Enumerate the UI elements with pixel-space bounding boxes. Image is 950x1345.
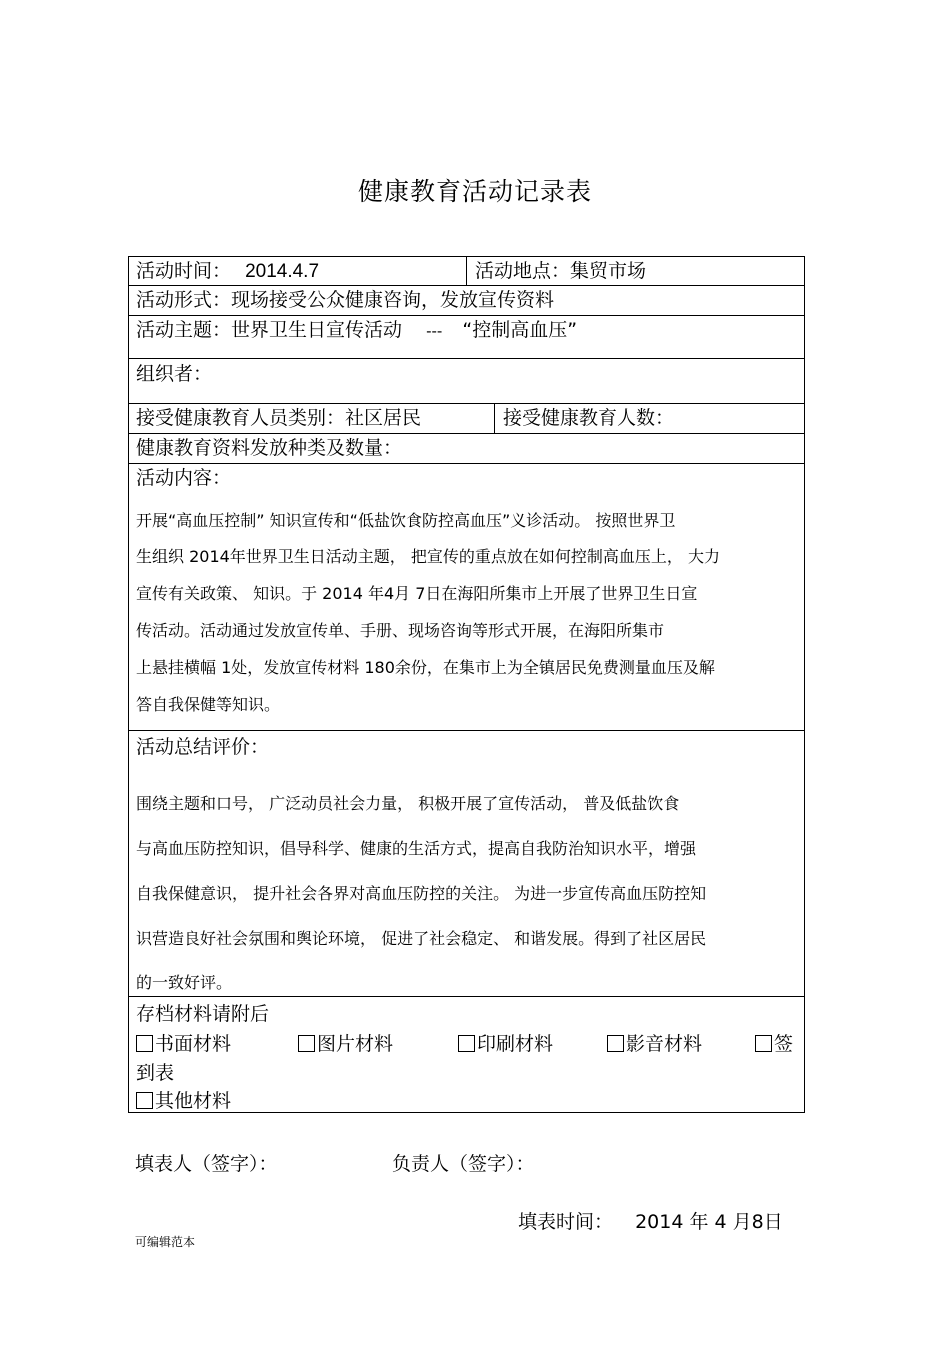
- page-title: 健康教育活动记录表: [357, 177, 592, 206]
- audience-type: 接受健康教育人员类别：社区居民: [136, 407, 422, 429]
- row-divider: [129, 358, 804, 359]
- checkbox-label: 其他材料: [155, 1090, 232, 1112]
- content-line: 生组织 2014年世界卫生日活动主题， 把宣传的重点放在如何控制高血压上， 大力: [136, 547, 720, 566]
- activity-time-label: 活动时间：: [136, 260, 232, 282]
- content-line: 宣传有关政策、 知识。于 2014 年4月 7日在海阳所集市上开展了世界卫生日宣: [136, 584, 698, 603]
- responsible-signature: 负责人（签字）：: [392, 1153, 535, 1175]
- content-line: 开展“高血压控制” 知识宣传和“低盐饮食防控高血压”义诊活动。 按照世界卫: [136, 511, 676, 530]
- checkbox-written[interactable]: [136, 1032, 231, 1056]
- checkbox-row: [136, 1089, 796, 1113]
- checkbox-icon: [136, 1092, 153, 1109]
- summary-line: 自我保健意识， 提升社会各界对高血压防控的关注。 为进一步宣传高血压防控知: [136, 884, 707, 903]
- checkbox-icon: [458, 1035, 475, 1052]
- column-divider: [494, 403, 495, 433]
- fill-date: [518, 1207, 783, 1234]
- checkbox-row: [136, 1032, 796, 1056]
- checkbox-printed[interactable]: [458, 1032, 553, 1056]
- checkbox-media[interactable]: [607, 1032, 702, 1056]
- activity-location: 活动地点：集贸市场: [475, 260, 647, 282]
- activity-theme-dash: ---: [426, 322, 443, 340]
- fill-date-label: 填表时间：: [518, 1211, 614, 1233]
- checkbox-icon: [607, 1035, 624, 1052]
- organizer: 组织者：: [136, 363, 213, 385]
- column-divider: [466, 257, 467, 285]
- checkbox-other[interactable]: [136, 1089, 231, 1113]
- checkbox-icon: [298, 1035, 315, 1052]
- editable-template-note: 可编辑范本: [135, 1235, 196, 1249]
- activity-theme-quote: “控制高血压”: [462, 319, 578, 341]
- checkbox-icon: [136, 1035, 153, 1052]
- summary-line: 识营造良好社会氛围和舆论环境， 促进了社会稳定、 和谐发展。得到了社区居民: [136, 929, 707, 948]
- materials-type: 健康教育资料发放种类及数量：: [136, 437, 403, 459]
- activity-time: [136, 260, 319, 283]
- audience-count: 接受健康教育人数：: [503, 407, 675, 429]
- row-divider: [129, 730, 804, 731]
- checkbox-signin[interactable]: [755, 1032, 793, 1056]
- checkbox-pictures[interactable]: [298, 1032, 393, 1056]
- row-divider: [129, 996, 804, 997]
- archive-label: 存档材料请附后: [136, 1003, 270, 1025]
- activity-form: 活动形式：现场接受公众健康咨询，发放宣传资料: [136, 289, 555, 311]
- activity-theme: [136, 319, 577, 342]
- row-divider: [129, 433, 804, 434]
- summary-label: 活动总结评价：: [136, 736, 270, 758]
- content-label: 活动内容：: [136, 467, 232, 489]
- activity-time-value: 2014.4.7: [245, 261, 320, 282]
- checkbox-label: 书面材料: [155, 1033, 232, 1055]
- checkbox-label: 图片材料: [317, 1033, 394, 1055]
- record-table: [128, 256, 805, 1113]
- content-line: 上悬挂横幅 1处，发放宣传材料 180余份，在集市上为全镇居民免费测量血压及解: [136, 658, 715, 677]
- fill-date-value: 2014 年 4 月8日: [635, 1211, 783, 1233]
- checkbox-label: 签: [774, 1033, 794, 1055]
- row-divider: [129, 285, 804, 286]
- row-divider: [129, 403, 804, 404]
- content-line: 答自我保健等知识。: [136, 695, 281, 714]
- content-line: 传活动。活动通过发放宣传单、手册、现场咨询等形式开展，在海阳所集市: [136, 621, 665, 640]
- checkbox-signin-wrap: 到表: [136, 1062, 175, 1084]
- summary-line: 的一致好评。: [136, 973, 233, 992]
- checkbox-icon: [755, 1035, 772, 1052]
- row-divider: [129, 463, 804, 464]
- checkbox-label: 印刷材料: [477, 1033, 554, 1055]
- row-divider: [129, 315, 804, 316]
- activity-theme-label: 活动主题：世界卫生日宣传活动: [136, 319, 403, 341]
- summary-line: 围绕主题和口号， 广泛动员社会力量， 积极开展了宣传活动， 普及低盐饮食: [136, 794, 680, 813]
- summary-line: 与高血压防控知识，倡导科学、健康的生活方式，提高自我防治知识水平，增强: [136, 839, 697, 858]
- filler-signature: 填表人（签字）：: [135, 1153, 278, 1175]
- checkbox-label: 影音材料: [626, 1033, 703, 1055]
